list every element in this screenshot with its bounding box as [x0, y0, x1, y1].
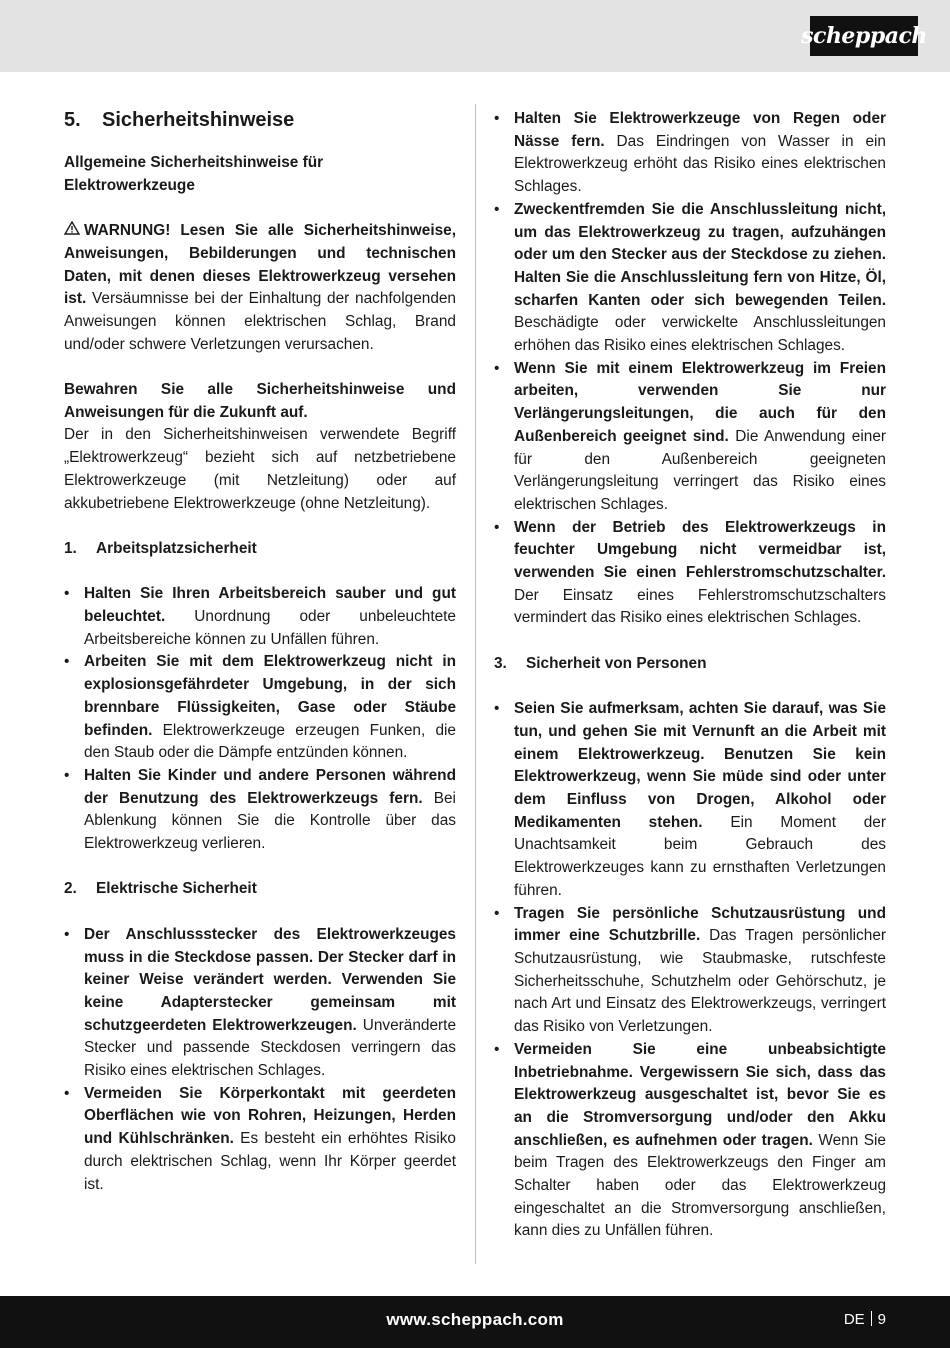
term-paragraph: Der in den Sicherheitshinweisen verwendete Begriff „Elektrowerkzeug“ bezieht sich auf netzbetriebene Elektrowerkzeuge (mit Netzleitung) oder auf akkubetriebene Elektrowerkzeuge (ohne Netzleitung).	[64, 426, 456, 512]
list-item: • Halten Sie Elektrowerkzeuge von Regen oder Nässe fern. Das Eindringen von Wasser in ein Elektrowerkzeug erhöht das Risiko eines elektrischen Schlages.	[494, 108, 886, 199]
keep-instructions-paragraph: Bewahren Sie alle Sicherheitshinweise und Anweisungen für die Zukunft auf.	[64, 381, 456, 421]
page-header	[0, 0, 950, 72]
list-item: • Vermeiden Sie Körperkontakt mit geerdeten Oberflächen wie von Rohren, Heizungen, Herden und Kühlschränken. Es besteht ein erhöhtes Risiko durch elektrischen Schlag, wenn Ihr Körper geerdet ist.	[64, 1083, 456, 1197]
list-item: • Tragen Sie persönliche Schutzausrüstung und immer eine Schutzbrille. Das Tragen persönlicher Schutzausrüstung, wie Staubmaske, rutschfeste Sicherheitsschuhe, Schutzhelm oder Gehörschutz, je nach Art und Einsatz des Elektrowerkzeugs, verringert das Risiko von Verletzungen.	[494, 903, 886, 1039]
list-item: • Zweckentfremden Sie die Anschlussleitung nicht, um das Elektrowerkzeug zu tragen, aufzuhängen oder um den Stecker aus der Steckdose zu ziehen. Halten Sie die Anschlussleitung fern von Hitze, Öl, scharfen Kanten oder sich bewegenden Teilen. Beschädigte oder verwickelte Anschlussleitungen erhöhen das Risiko eines elektrischen Schlages.	[494, 199, 886, 358]
warning-triangle-icon	[64, 220, 80, 243]
warning-paragraph: WARNUNG! Lesen Sie alle Sicherheitshinweise, Anweisungen, Bebilderungen und technischen Daten, mit denen dieses Elektrowerkzeug versehen ist. Versäumnisse bei der Einhaltung der nachfolgenden Anweisungen können elektrischen Schlag, Brand und/oder schwere Verletzungen verursachen.	[64, 222, 456, 353]
personal-safety-list	[494, 698, 886, 1243]
list-item: • Vermeiden Sie eine unbeabsichtigte Inbetriebnahme. Vergewissern Sie sich, dass das Elektrowerkzeug ausgeschaltet ist, bevor Sie es an die Stromversorgung und/oder den Akku anschließen, es aufnehmen oder tragen. Wenn Sie beim Tragen des Elektrowerkzeugs den Finger am Schalter haben oder das Elektrowerkzeug eingeschaltet an die Stromversorgung anschließen, kann dies zu Unfällen führen.	[494, 1039, 886, 1243]
electrical-safety-list-continued	[494, 108, 886, 630]
list-item: • Wenn der Betrieb des Elektrowerkzeugs in feuchter Umgebung nicht vermeidbar ist, verwenden Sie einen Fehlerstromschutzschalter. Der Einsatz eines Fehlerstromschutzschalters vermindert das Risiko eines elektrischen Schlages.	[494, 517, 886, 631]
section-title: 5. Sicherheitshinweise	[64, 109, 295, 131]
column-divider	[475, 104, 476, 1264]
workplace-safety-list	[64, 583, 456, 855]
subsection-heading-3: 3. Sicherheit von Personen	[494, 654, 707, 672]
left-column	[64, 108, 456, 1196]
subsection-heading-1: 1. Arbeitsplatzsicherheit	[64, 539, 257, 557]
list-item: • Seien Sie aufmerksam, achten Sie darauf, was Sie tun, und gehen Sie mit Vernunft an die Arbeit mit einem Elektrowerkzeug. Benutzen Sie kein Elektrowerkzeug, wenn Sie müde sind oder unter dem Einfluss von Drogen, Alkohol oder Medikamenten stehen. Ein Moment der Unachtsamkeit beim Gebrauch des Elektrowerkzeuges kann zu ernsthaften Verletzungen führen.	[494, 698, 886, 902]
list-item: • Halten Sie Ihren Arbeitsbereich sauber und gut beleuchtet. Unordnung oder unbeleuchtete Arbeitsbereiche können zu Unfällen führen.	[64, 583, 456, 651]
list-item: • Halten Sie Kinder und andere Personen während der Benutzung des Elektrowerkzeugs fern. Bei Ablenkung können Sie die Kontrolle über das Elektrowerkzeug verlieren.	[64, 765, 456, 856]
list-item: • Wenn Sie mit einem Elektrowerkzeug im Freien arbeiten, verwenden Sie nur Verlängerungsleitungen, die auch für den Außenbereich geeignet sind. Die Anwendung einer für den Außenbereich geeigneten Verlängerungsleitung verringert das Risiko eines elektrischen Schlages.	[494, 358, 886, 517]
subsection-heading-2: 2. Elektrische Sicherheit	[64, 880, 257, 898]
right-column	[494, 108, 886, 1243]
page-footer	[0, 1296, 950, 1348]
list-item: • Der Anschlussstecker des Elektrowerkzeuges muss in die Steckdose passen. Der Stecker darf in keiner Weise verändert werden. Verwenden Sie keine Adapterstecker gemeinsam mit schutzgeerdeten Elektrowerkzeugen. Unveränderte Stecker und passende Steckdosen verringern das Risiko eines elektrischen Schlages.	[64, 924, 456, 1083]
general-safety-heading: Allgemeine Sicherheitshinweise für Elektrowerkzeuge	[64, 154, 324, 194]
scheppach-logo: scheppach	[810, 16, 918, 56]
electrical-safety-list	[64, 924, 456, 1196]
website-link[interactable]: www.scheppach.com	[386, 1310, 564, 1329]
page-number: DE 9	[843, 1311, 886, 1328]
list-item: • Arbeiten Sie mit dem Elektrowerkzeug nicht in explosionsgefährdeter Umgebung, in der sich brennbare Flüssigkeiten, Gase oder Stäube befinden. Elektrowerkzeuge erzeugen Funken, die den Staub oder die Dämpfe entzünden können.	[64, 651, 456, 765]
